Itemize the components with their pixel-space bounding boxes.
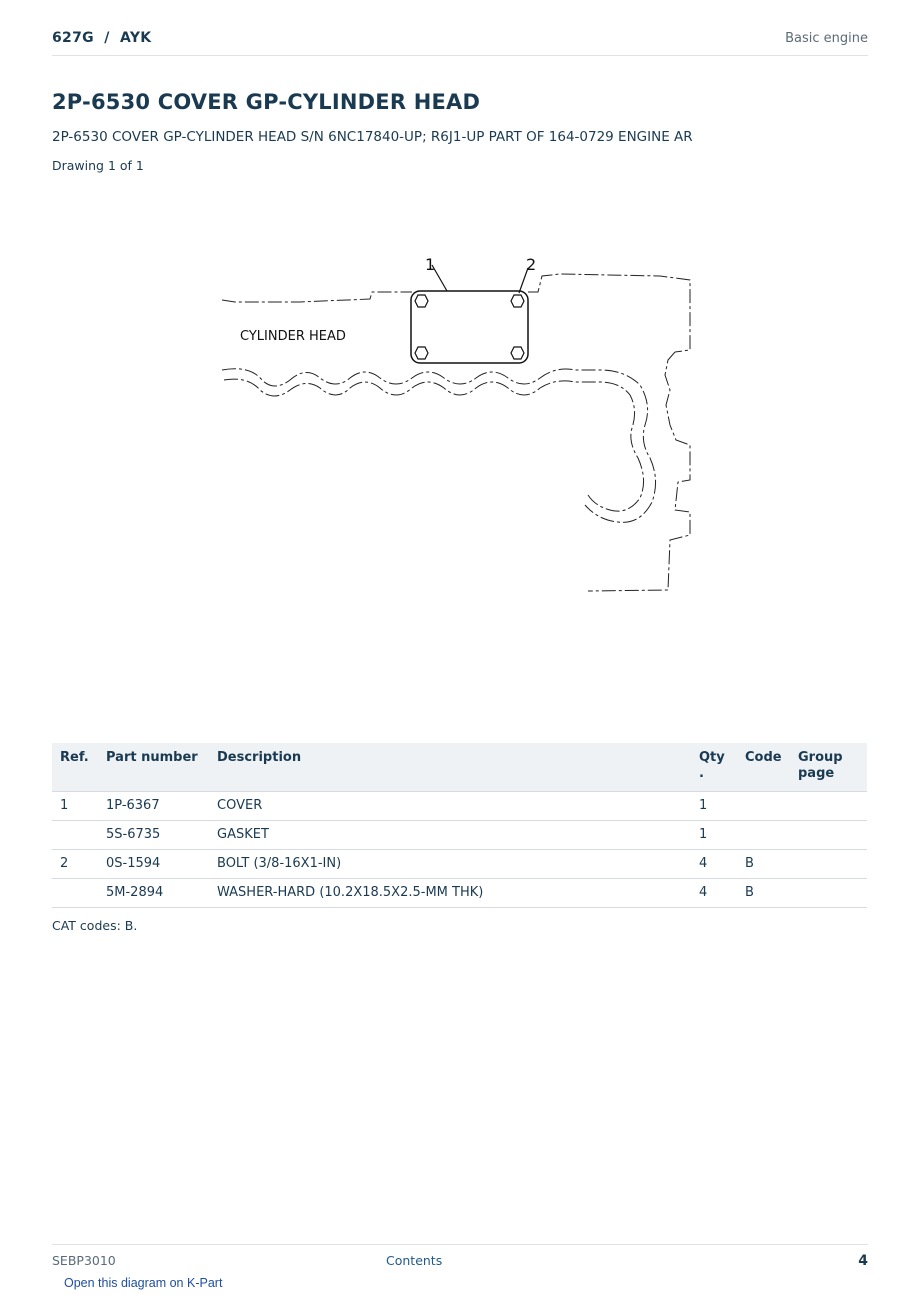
machine-model: 627G / AYK (52, 30, 152, 46)
table-header-row (52, 743, 867, 792)
cell-code: B (737, 879, 790, 908)
cell-ref (52, 821, 98, 850)
cell-description: BOLT (3/8-16X1-IN) (209, 850, 691, 879)
cell-code: B (737, 850, 790, 879)
cell-ref: 1 (52, 792, 98, 821)
cell-description: COVER (209, 792, 691, 821)
table-row (52, 821, 867, 850)
col-qty: Qty . (691, 743, 737, 792)
cell-description: WASHER-HARD (10.2X18.5X2.5-MM THK) (209, 879, 691, 908)
page-header (52, 28, 868, 56)
cell-qty: 1 (691, 821, 737, 850)
table-row (52, 879, 867, 908)
section-name: Basic engine (785, 31, 868, 46)
col-group-page: Group page (790, 743, 867, 792)
cylinder-head-cover-drawing (200, 180, 720, 710)
parts-diagram (200, 180, 720, 710)
col-code: Code (737, 743, 790, 792)
cell-part-number: 5M-2894 (98, 879, 209, 908)
cell-code (737, 821, 790, 850)
group-subtitle: 2P-6530 COVER GP-CYLINDER HEAD S/N 6NC17840-UP; R6J1-UP PART OF 164-0729 ENGINE AR (52, 129, 693, 145)
cell-code (737, 792, 790, 821)
cell-group-page (790, 821, 867, 850)
diagram-label: CYLINDER HEAD (240, 329, 346, 344)
callout-2: 2 (526, 255, 537, 274)
document-id: SEBP3010 (52, 1253, 116, 1268)
cell-group-page (790, 879, 867, 908)
col-ref: Ref. (52, 743, 98, 792)
cat-codes-note: CAT codes: B. (52, 918, 138, 933)
cell-ref: 2 (52, 850, 98, 879)
cell-part-number: 0S-1594 (98, 850, 209, 879)
open-kpart-link[interactable]: Open this diagram on K-Part (64, 1276, 223, 1290)
drawing-count: Drawing 1 of 1 (52, 158, 144, 173)
cell-group-page (790, 850, 867, 879)
cell-ref (52, 879, 98, 908)
page-footer (52, 1244, 868, 1275)
table-row (52, 792, 867, 821)
cell-group-page (790, 792, 867, 821)
page-title: 2P-6530 COVER GP-CYLINDER HEAD (52, 90, 481, 114)
page-number: 4 (858, 1253, 868, 1269)
parts-table (52, 743, 867, 908)
table-row (52, 850, 867, 879)
cell-description: GASKET (209, 821, 691, 850)
cell-part-number: 5S-6735 (98, 821, 209, 850)
callout-1: 1 (425, 255, 436, 274)
cell-qty: 1 (691, 792, 737, 821)
col-description: Description (209, 743, 691, 792)
cell-qty: 4 (691, 879, 737, 908)
col-part-number: Part number (98, 743, 209, 792)
cell-part-number: 1P-6367 (98, 792, 209, 821)
cell-qty: 4 (691, 850, 737, 879)
contents-link[interactable]: Contents (386, 1253, 443, 1268)
